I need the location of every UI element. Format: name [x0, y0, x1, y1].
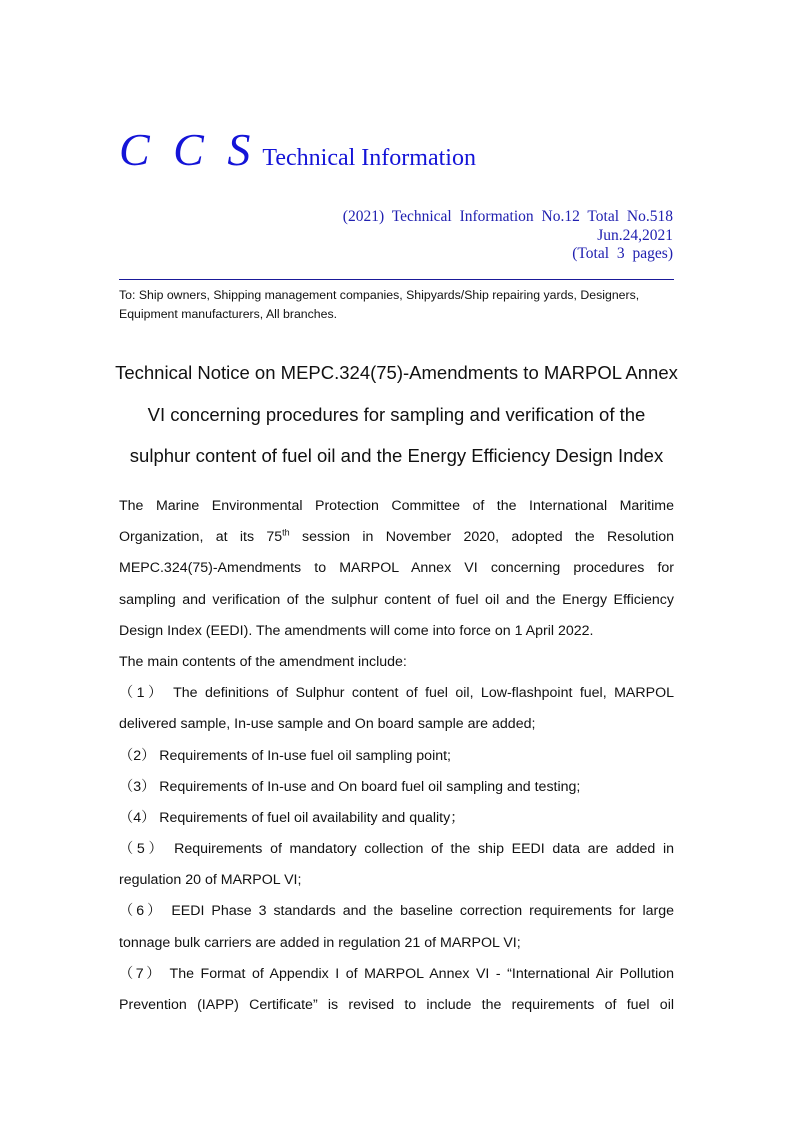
recipients [119, 286, 679, 324]
title-line: sulphur content of fuel oil and the Energy Efficiency Design Index [129, 445, 664, 466]
issue-date: Jun.24,2021 [597, 226, 673, 244]
body-line: The Marine Environmental Protection Committee of the International Maritime [119, 498, 674, 514]
body-line: Prevention (IAPP) Certificate” is revised to include the requirements of fuel oil [119, 997, 674, 1013]
logo-ccs: C C S [119, 124, 257, 175]
header-divider [119, 279, 674, 280]
reference-number: (2021) Technical Information No.12 Total No.518 [342, 208, 673, 225]
body-line: MEPC.324(75)-Amendments to MARPOL Annex VI concerning procedures for [119, 560, 674, 577]
ccs-logo [119, 123, 476, 176]
notice-title [100, 352, 693, 477]
body-line: tonnage bulk carriers are added in regulation 21 of MARPOL VI; [119, 934, 521, 951]
title-line: Technical Notice on MEPC.324(75)-Amendments to MARPOL Annex [115, 362, 678, 383]
body-line [119, 525, 674, 556]
list-item-3: （3） Requirements of In-use and On board fuel oil sampling and testing; [119, 778, 581, 795]
body-line: The main contents of the amendment include: [119, 653, 407, 670]
body-line: delivered sample, In-use sample and On board sample are added; [119, 716, 536, 733]
body-line: sampling and verification of the sulphur content of fuel oil and the Energy Efficiency [119, 591, 674, 608]
recipients-line: To: Ship owners, Shipping management companies, Shipyards/Ship repairing yards, Designers, [119, 288, 640, 302]
body-line: regulation 20 of MARPOL VI; [119, 872, 302, 889]
superscript: th [282, 527, 290, 538]
list-item-4: （4） Requirements of fuel oil availability and quality； [119, 809, 465, 826]
title-line: VI concerning procedures for sampling and verification of the [147, 403, 646, 425]
logo-subtitle: Technical Information [262, 145, 476, 171]
body-text [119, 494, 674, 1024]
list-item-5: （5） Requirements of mandatory collection of the ship EEDI data are added in [119, 841, 674, 858]
text: session in November 2020, adopted the Resolution [289, 529, 675, 546]
recipients-line: Equipment manufacturers, All branches. [119, 307, 338, 321]
document-meta [343, 208, 673, 264]
list-item-2: （2） Requirements of In-use fuel oil sampling point; [119, 747, 451, 764]
body-line: Design Index (EEDI). The amendments will come into force on 1 April 2022. [119, 622, 594, 639]
list-item-6: （6） EEDI Phase 3 standards and the baseline correction requirements for large [119, 903, 674, 920]
list-item-1: （1） The definitions of Sulphur content of fuel oil, Low-flashpoint fuel, MARPOL [119, 685, 674, 702]
list-item-7: （7） The Format of Appendix I of MARPOL Annex VI - “International Air Pollution [119, 965, 674, 982]
text: Organization, at its 75 [119, 529, 283, 546]
page-count: (Total 3 pages) [572, 245, 673, 262]
